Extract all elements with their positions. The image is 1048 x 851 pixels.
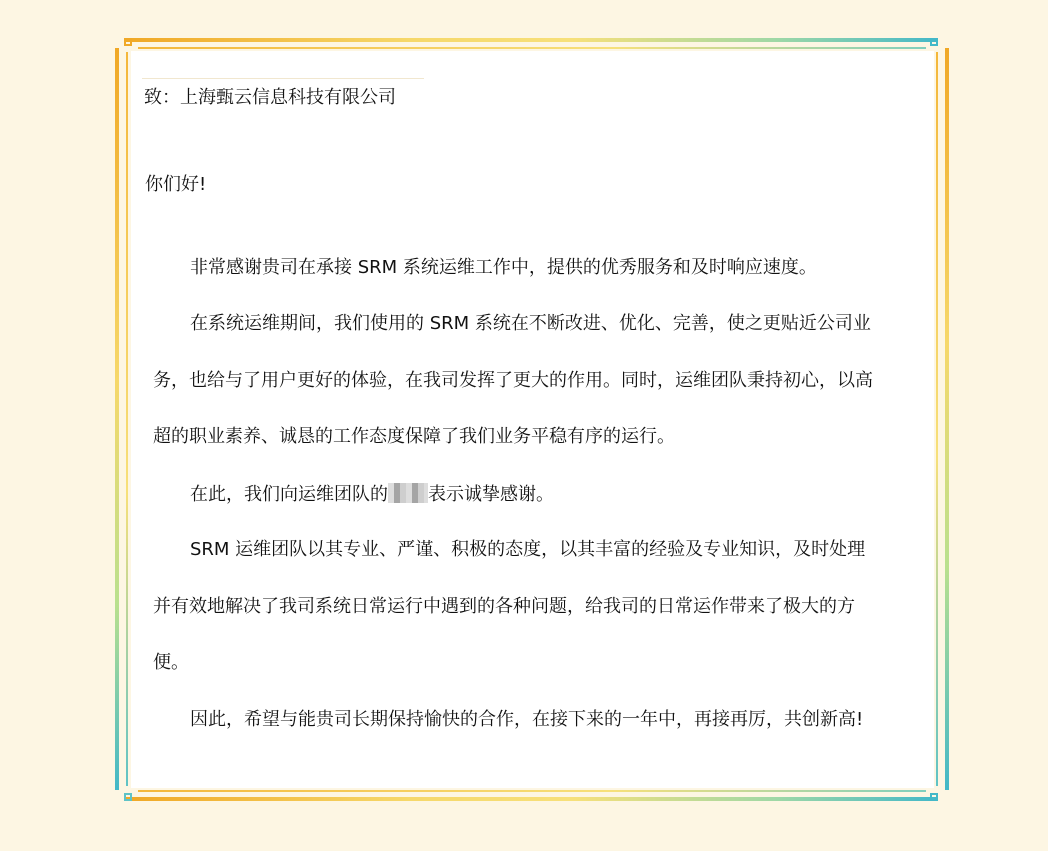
redacted-name (388, 483, 428, 503)
body-line-1: 非常感谢贵司在承接 SRM 系统运维工作中，提供的优秀服务和及时响应速度。 (190, 257, 817, 278)
frame-bottom-border (126, 797, 938, 801)
body-line-5-start: 在此，我们向运维团队的 (190, 484, 388, 505)
frame-top-border (126, 38, 938, 42)
corner-ornament-bottom-right (930, 793, 938, 801)
letter-paper (131, 51, 934, 788)
inner-right-border (936, 52, 938, 786)
corner-ornament-bottom-left (124, 793, 132, 801)
corner-ornament-top-right (930, 38, 938, 46)
body-line-2: 在系统运维期间，我们使用的 SRM 系统在不断改进、优化、完善，使之更贴近公司业 (190, 313, 871, 334)
body-line-6: SRM 运维团队以其专业、严谨、积极的态度，以其丰富的经验及专业知识，及时处理 (190, 539, 866, 560)
body-line-5 (190, 483, 554, 506)
body-line-7: 并有效地解决了我司系统日常运行中遇到的各种问题，给我司的日常运作带来了极大的方 (153, 596, 855, 617)
inner-bottom-border (138, 790, 926, 792)
corner-ornament-top-left (124, 38, 132, 46)
body-line-9: 因此，希望与能贵司长期保持愉快的合作，在接下来的一年中，再接再厉，共创新高! (190, 709, 864, 730)
inner-top-border (138, 47, 926, 49)
body-line-8: 便。 (153, 652, 189, 673)
frame-right-border (945, 48, 949, 790)
frame-left-border (115, 48, 119, 790)
body-line-5-end: 表示诚挚感谢。 (428, 484, 554, 505)
greeting-line: 你们好! (145, 174, 207, 195)
inner-left-border (126, 52, 128, 786)
body-line-4: 超的职业素养、诚恳的工作态度保障了我们业务平稳有序的运行。 (153, 426, 675, 447)
recipient-line: 致：上海甄云信息科技有限公司 (144, 87, 396, 108)
body-line-3: 务，也给与了用户更好的体验，在我司发挥了更大的作用。同时，运维团队秉持初心，以高 (153, 370, 873, 391)
header-divider (142, 78, 424, 79)
